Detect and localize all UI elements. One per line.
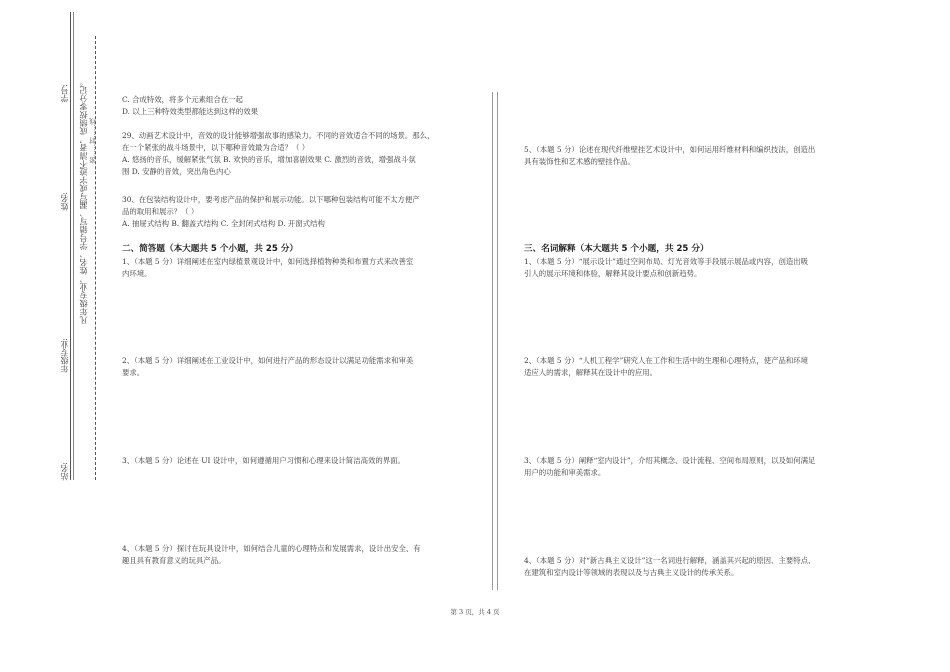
term-q3-line1: 3、（本题 5 分）阐释“室内设计”，介绍其概念、设计流程、空间布局原则，以及如何满足 (524, 456, 816, 465)
q30-stem-line1: 30、在包装结构设计中，要考虑产品的保护和展示功能。以下哪种包装结构可能不太方便产 (122, 195, 420, 204)
short-q1-line2: 内环境。 (122, 269, 152, 278)
short-q5-line1: 5、（本题 5 分）论述在现代纤维壁挂艺术设计中，如何运用纤维材料和编织技法，创造出 (524, 145, 816, 154)
page-number: 第 3 页，共 4 页 (450, 608, 500, 616)
q28-option-d: D. 以上三种特效类型都能达到这样的效果 (122, 107, 259, 116)
short-q4-line2: 趣且具有教育意义的玩具产品。 (122, 556, 226, 565)
short-q1-line1: 1、（本题 5 分）详细阐述在室内绿植景观设计中，如何选择植物种类和布置方式来改善室 (122, 257, 414, 266)
term-q2-line1: 2、（本题 5 分）“人机工程学”研究人在工作和生活中的生理和心理特点，使产品和环境 (524, 356, 809, 365)
short-q5-line2: 具有装饰性和艺术感的壁挂作品。 (524, 157, 635, 166)
column-divider-left (492, 92, 493, 590)
section-title-term-explanation: 三、名词解释（本大题共 5 个小题，共 25 分） (524, 244, 709, 254)
q29-options-line2: 围 D. 安静的音效，突出角色内心 (122, 167, 231, 176)
q29-stem-line2: 在一个紧张的战斗场景中，以下哪种音效最为合适？（ ） (122, 143, 310, 152)
binding-notice: 凡年级专业、姓名、学号错写、漏写或字迹不清者，成绩按零分记。 (78, 78, 88, 324)
margin-line-left (70, 12, 71, 480)
q29-options-line1: A. 悠扬的音乐，缓解紧张气氛 B. 欢快的音乐，增加喜剧效果 C. 激烈的音效，增强战斗氛 (122, 155, 416, 164)
term-q4-line1: 4、（本题 5 分）对“新古典主义设计”这一名词进行解释，涵盖其兴起的原因、主要特点、 (524, 556, 816, 565)
short-q3-line1: 3、（本题 5 分）论述在 UI 设计中，如何遵循用户习惯和心理来设计简洁高效的界面。 (122, 456, 405, 465)
term-q1-line1: 1、（本题 5 分）“展示设计”通过空间布局、灯光音效等手段展示展品或内容，创造出吸 (524, 257, 809, 266)
short-q2-line2: 要求。 (122, 368, 145, 377)
seal-dashed-line (95, 36, 96, 480)
margin-line-center (73, 12, 74, 480)
q29-stem-line1: 29、动画艺术设计中，音效的设计能够增强故事的感染力。不同的音效适合不同的场景。那么， (122, 131, 435, 140)
term-q2-line2: 适应人的需求，解释其在设计中的应用。 (524, 368, 658, 377)
short-q4-line1: 4、（本题 5 分）探讨在玩具设计中，如何结合儿童的心理特点和发展需求，设计出安全、有 (122, 544, 421, 553)
section-title-short-answer: 二、简答题（本大题共 5 个小题，共 25 分） (122, 244, 299, 254)
q30-stem-line2: 品的取用和展示？（ ） (122, 207, 199, 216)
q30-options: A. 抽屉式结构 B. 翻盖式结构 C. 全封闭式结构 D. 开窗式结构 (122, 219, 325, 228)
q28-option-c: C. 合成特效，将多个元素组合在一起 (122, 95, 243, 104)
term-q1-line2: 引人的展示环境和体验，解释其设计要点和创新趋势。 (524, 269, 702, 278)
column-divider-right (497, 92, 498, 590)
grade-major-label: 年级专业: (60, 338, 69, 373)
student-id-label: 学号: (60, 84, 69, 103)
short-q2-line1: 2、（本题 5 分）详细阐述在工业设计中，如何进行产品的形态设计以满足功能需求和审美 (122, 356, 414, 365)
site-label: 站名: (60, 462, 69, 481)
term-q3-line2: 用户的功能和审美需求。 (524, 468, 606, 477)
name-label: 姓名: (60, 192, 69, 211)
seal-mark: 密……封……线 (89, 118, 97, 164)
term-q4-line2: 在建筑和室内设计等领域的表现以及与古典主义设计的传承关系。 (524, 568, 739, 577)
